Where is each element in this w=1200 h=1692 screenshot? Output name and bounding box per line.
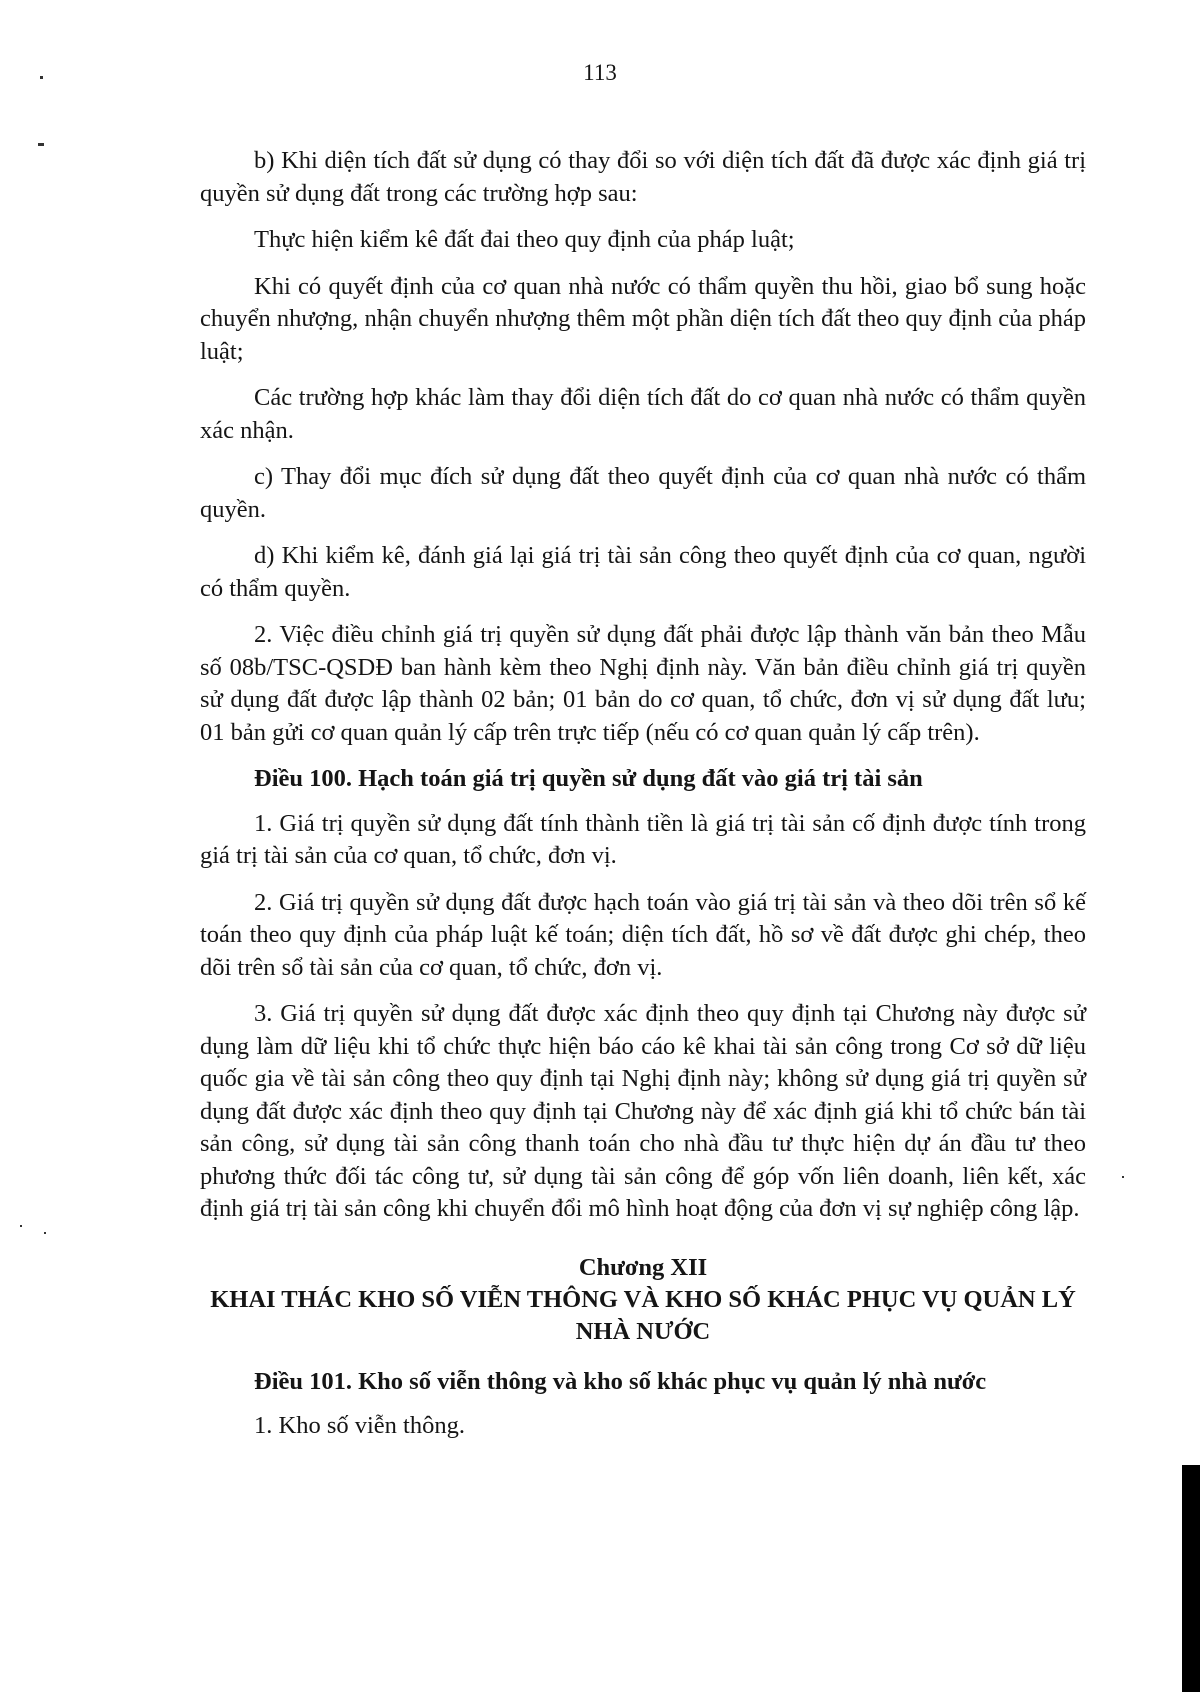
paragraph-other-cases: Các trường hợp khác làm thay đổi diện tích đất do cơ quan nhà nước có thẩm quyền xác nhận. <box>200 384 1086 444</box>
scan-edge-bar <box>1182 1465 1200 1692</box>
paragraph-recovery-decision: Khi có quyết định của cơ quan nhà nước có thẩm quyền thu hồi, giao bổ sung hoặc chuyển nhượng, nhận chuyển nhượng thêm một phần diện tích đất theo quy định của pháp luật; <box>200 272 1086 365</box>
article-100-clause-1: 1. Giá trị quyền sử dụng đất tính thành tiền là giá trị tài sản cố định được tính trong giá trị tài sản của cơ quan, tổ chức, đơn vị. <box>200 809 1086 869</box>
chapter-title: KHAI THÁC KHO SỐ VIỄN THÔNG VÀ KHO SỐ KHÁC PHỤC VỤ QUẢN LÝ NHÀ NƯỚC <box>210 1285 1076 1345</box>
scan-speck <box>1122 1176 1124 1178</box>
scan-speck <box>44 1232 46 1234</box>
paragraph-d-revaluation: d) Khi kiểm kê, đánh giá lại giá trị tài sản công theo quyết định của cơ quan, người có thẩm quyền. <box>200 542 1086 602</box>
article-101-clause-1: 1. Kho số viễn thông. <box>254 1412 465 1439</box>
article-100-heading: Điều 100. Hạch toán giá trị quyền sử dụng đất vào giá trị tài sản <box>254 765 923 792</box>
paragraph-b-land-area-change: b) Khi diện tích đất sử dụng có thay đổi so với diện tích đất đã được xác định giá trị quyền sử dụng đất trong các trường hợp sau: <box>200 147 1086 207</box>
chapter-heading <box>200 1252 1086 1348</box>
paragraph-c-purpose-change: c) Thay đổi mục đích sử dụng đất theo quyết định của cơ quan nhà nước có thẩm quyền. <box>200 463 1086 523</box>
scan-speck <box>38 143 44 146</box>
paragraph-2-adjustment-document: 2. Việc điều chỉnh giá trị quyền sử dụng đất phải được lập thành văn bản theo Mẫu số 08b/TSC-QSDĐ ban hành kèm theo Nghị định này. Văn bản điều chỉnh giá trị quyền sử dụng đất được lập thành 02 bản; 01 bản do cơ quan, tổ chức, đơn vị sử dụng đất lưu; 01 bản gửi cơ quan quản lý cấp trên trực tiếp (nếu có cơ quan quản lý cấp trên). <box>200 621 1086 746</box>
scan-speck <box>20 1225 22 1227</box>
document-body <box>200 145 1086 1457</box>
page-number: 113 <box>583 60 617 85</box>
article-101-heading: Điều 101. Kho số viễn thông và kho số khác phục vụ quản lý nhà nước <box>254 1367 987 1395</box>
chapter-label: Chương XII <box>578 1253 708 1281</box>
paragraph-land-inventory: Thực hiện kiểm kê đất đai theo quy định của pháp luật; <box>254 226 795 253</box>
scan-speck <box>40 76 43 79</box>
article-100-clause-2: 2. Giá trị quyền sử dụng đất được hạch toán vào giá trị tài sản và theo dõi trên sổ kế toán theo quy định của pháp luật kế toán; diện tích đất, hồ sơ về đất được ghi chép, theo dõi trên sổ tài sản của cơ quan, tổ chức, đơn vị. <box>200 888 1086 981</box>
article-100-clause-3: 3. Giá trị quyền sử dụng đất được xác định theo quy định tại Chương này được sử dụng làm dữ liệu khi tổ chức thực hiện báo cáo kê khai tài sản công trong Cơ sở dữ liệu quốc gia về tài sản công theo quy định tại Nghị định này; không sử dụng giá trị quyền sử dụng đất được xác định theo quy định tại Chương này để xác định giá khi tổ chức bán tài sản công, sử dụng tài sản công thanh toán cho nhà đầu tư thực hiện dự án đầu tư theo phương thức đối tác công tư, sử dụng tài sản công để góp vốn liên doanh, liên kết, xác định giá trị tài sản công khi chuyển đổi mô hình hoạt động của đơn vị sự nghiệp công lập. <box>200 1000 1086 1222</box>
